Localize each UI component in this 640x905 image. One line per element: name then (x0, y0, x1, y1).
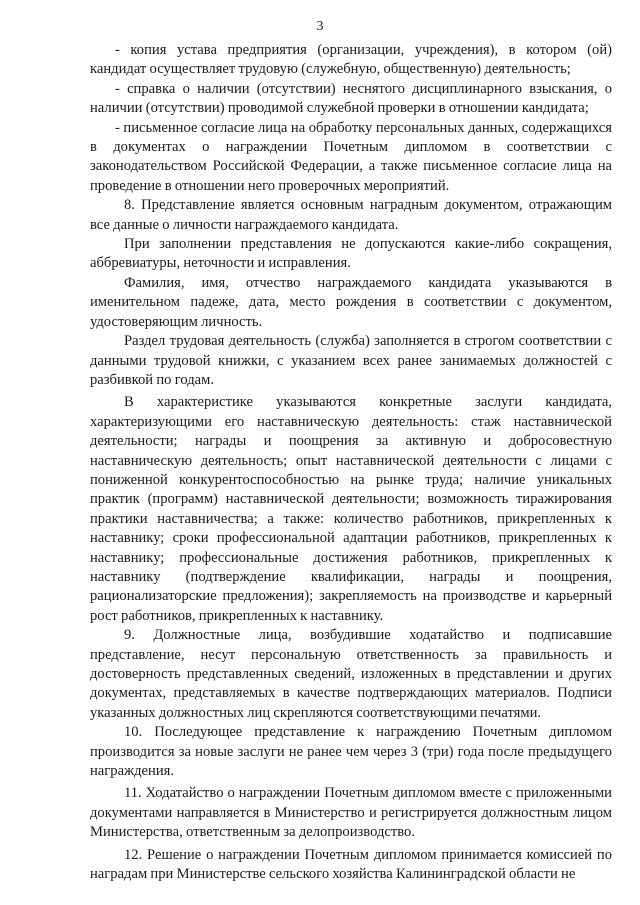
list-item-charter-copy: - копия устава предприятия (организации, учреждения), в котором (ой) кандидат осуществляет трудовую (служебную, общественную) деятельность; (90, 42, 612, 78)
paragraph-9: 9. Должностные лица, возбудившие ходатайство и подписавшие представление, несут персональную ответственность за правильность и достоверность представленных сведений, изложенных в представлении и других документах, представляемых в качестве подтверждающих материалов. Подписи указанных должностных лиц скрепляются соответствующими печатями. (90, 627, 612, 721)
list-item-disciplinary-certificate: - справка о наличии (отсутствии) неснятого дисциплинарного взыскания, о наличии (отсутствии) проводимой служебной проверки в отношении кандидата; (90, 80, 612, 117)
page-number: 3 (316, 19, 324, 34)
paragraph-10: 10. Последующее представление к награждению Почетным дипломом производится за новые заслуги не ранее чем через 3 (три) года после предыдущего награждения. (90, 724, 612, 780)
document-body (90, 41, 612, 884)
paragraph-11: 11. Ходатайство о награждении Почетным дипломом вместе с приложенными документами направляется в Министерство и регистрируется должностным лицом Министерства, ответственным за делопроизводство. (90, 785, 612, 841)
paragraph-characteristics: В характеристике указываются конкретные заслуги кандидата, характеризующими его наставническую деятельность: стаж наставнической деятельности; награды и поощрения за активную и добросовестную наставническую деятельность; опыт наставнической деятельности с лицами с пониженной конкурентоспособностью на рынке труда; наличие уникальных практик (программ) наставнической деятельности; возможность тиражирования практики наставничества; а также: количество работников, прикрепленных к наставнику; сроки профессиональной адаптации работников, прикрепленных к наставнику; профессиональные достижения работников, прикрепленных к наставнику (подтверждение квалификации, награды и поощрения, рационализаторские предложения); закрепляемость на производстве и карьерный рост работников, прикрепленных к наставнику. (90, 394, 612, 624)
list-item-written-consent: - письменное согласие лица на обработку персональных данных, содержащихся в документах о награждении Почетным дипломом в соответствии с законодательством Российской Федерации, а также письменное согласие лица на проведение в отношении него проверочных мероприятий. (90, 119, 612, 194)
paragraph-12: 12. Решение о награждении Почетным дипломом принимается комиссией по наградам при Министерстве сельского хозяйства Калининградской области не (90, 846, 612, 883)
paragraph-full-name: Фамилия, имя, отчество награждаемого кандидата указываются в именительном падеже, дата, место рождения в соответствии с документом, удостоверяющим личность. (90, 274, 612, 330)
paragraph-work-history: Раздел трудовая деятельность (служба) заполняется в строгом соответствии с данными трудовой книжки, с указанием всех ранее занимаемых должностей с разбивкой по годам. (90, 333, 612, 388)
paragraph-no-abbreviations: При заполнении представления не допускаются какие-либо сокращения, аббревиатуры, неточности и исправления. (90, 236, 612, 272)
paragraph-8: 8. Представление является основным наградным документом, отражающим все данные о личности награждаемого кандидата. (90, 197, 612, 233)
